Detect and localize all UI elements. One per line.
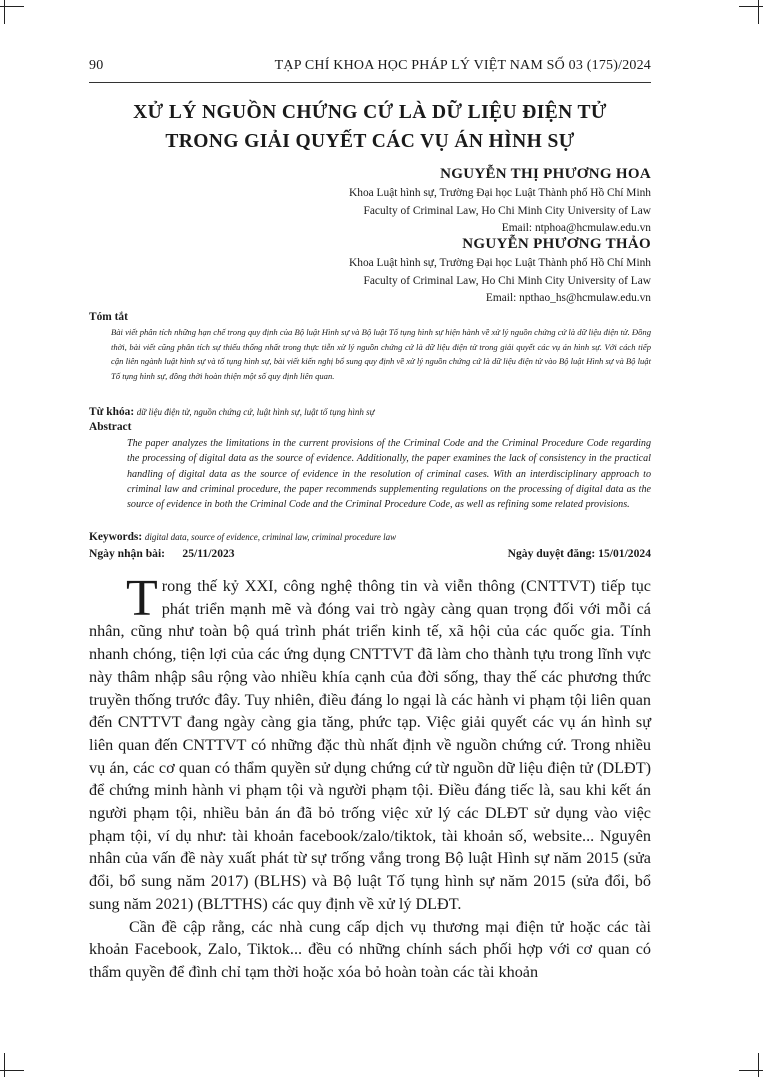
author-2	[89, 234, 651, 308]
body-paragraph-1-text: rong thế kỷ XXI, công nghệ thông tin và viễn thông (CNTTVT) tiếp tục phát triển mạnh mẽ và đóng vai trò ngày càng quan trọng đối với mỗi cá nhân, cũng như toàn bộ quá trình phát triển kinh tế, xã hội của các quốc gia. Tính nhanh chóng, tiện lợi của các ứng dụng CNTTVT đã làm cho thành tựu trong lĩnh vực này thâm nhập sâu rộng vào nhiều khía cạnh của đời sống, thay thế các phương thức truyền thống trước đây. Tuy nhiên, điều đáng lo ngại là các hành vi phạm tội liên quan đến CNTTVT đang ngày càng gia tăng, phức tạp. Việc giải quyết các vụ án hình sự liên quan đến CNTTVT có những đặc thù nhất định về nguồn chứng cứ. Trong nhiều vụ án, các cơ quan có thẩm quyền sử dụng chứng cứ từ nguồn dữ liệu điện tử (DLĐT) để chứng minh hành vi phạm tội và người phạm tội. Điều đáng tiếc là, sau khi kết án người phạm tội, nhiều bản án đã bỏ trống việc xử lý các DLĐT sử dụng vào việc phạm tội, ví dụ như: tài khoản facebook/zalo/tiktok, tài khoản số, website... Nguyên nhân của vấn đề này xuất phát từ sự trống vắng trong Bộ luật Hình sự năm 2015 (sửa đổi, bổ sung năm 2017) (BLHS) và Bộ luật Tố tụng hình sự năm 2015 (sửa đổi, bổ sung năm 2021) (BLTTHS) các quy định về xử lý DLĐT.	[89, 577, 651, 913]
keywords-en-text: digital data, source of evidence, criminal law, criminal procedure law	[144, 532, 397, 542]
running-header	[89, 58, 651, 78]
author-affiliation-en: Faculty of Criminal Law, Ho Chi Minh City University of Law	[363, 274, 651, 287]
article-body	[89, 570, 651, 984]
abstract-en-text: The paper analyzes the limitations in the current provisions of the Criminal Code and the Criminal Procedure Code regarding the processing of digital data as the source of evidence. Additionally, the paper examines the lack of consistency in the practical handling of digital data as the source of evidence in the resolution of criminal cases. With an interdisciplinary approach to criminal law and criminal procedure, the paper recommends supplementing regulations on the processing of digital data as the source of evidence in both the Criminal Code and the Criminal Procedure Code, as well as refining some related provisions.	[127, 438, 651, 511]
keywords-en	[89, 530, 651, 545]
abstract-vi-label: Tóm tắt	[89, 311, 128, 323]
author-affiliation-en: Faculty of Criminal Law, Ho Chi Minh City University of Law	[363, 204, 651, 217]
drop-cap: T	[126, 570, 158, 627]
page-number: 90	[89, 58, 104, 73]
author-email: Email: npthao_hs@hcmulaw.edu.vn	[485, 292, 651, 304]
body-paragraph-1	[89, 570, 651, 916]
crop-mark-bottom-left-h	[0, 1070, 24, 1071]
crop-mark-top-right-h	[739, 6, 763, 7]
title-line-1: XỬ LÝ NGUỒN CHỨNG CỨ LÀ DỮ LIỆU ĐIỆN TỬ	[133, 102, 607, 123]
received-date	[89, 547, 235, 560]
author-1	[89, 164, 651, 238]
keywords-vi	[89, 405, 651, 420]
body-paragraph-2: Cần đề cập rằng, các nhà cung cấp dịch vụ thương mại điện tử hoặc các tài khoản Facebook, Zalo, Tiktok... đều có những chính sách phối hợp với cơ quan có thẩm quyền để đình chỉ tạm thời hoặc xóa bỏ hoàn toàn các tài khoản	[89, 917, 651, 981]
abstract-vi-text: Bài viết phân tích những hạn chế trong quy định của Bộ luật Hình sự và Bộ luật Tố tụng hình sự hiện hành về xử lý nguồn chứng cứ là dữ liệu điện tử. Đồng thời, bài viết cũng phân tích sự thiếu thống nhất trong thực tiễn xử lý nguồn chứng cứ là dữ liệu điện tử trong giải quyết các vụ án hình sự. Với cách tiếp cận liên ngành luật hình sự và tố tụng hình sự, bài viết kiến nghị bổ sung quy định về xử lý nguồn chứng cứ là dữ liệu điện tử vào Bộ luật Hình sự và Bộ luật Tố tụng hình sự, đồng thời hoàn thiện một số quy định liên quan.	[111, 327, 651, 381]
author-name: NGUYỄN PHƯƠNG THẢO	[462, 236, 651, 252]
header-rule	[89, 82, 651, 83]
article-title	[89, 98, 651, 156]
author-affiliation-vi: Khoa Luật hình sự, Trường Đại học Luật Thành phố Hồ Chí Minh	[349, 257, 651, 269]
article-dates	[89, 547, 651, 563]
crop-mark-bottom-right-h	[739, 1070, 763, 1071]
journal-title: TẠP CHÍ KHOA HỌC PHÁP LÝ VIỆT NAM SỐ 03 (175)/2024	[274, 58, 651, 73]
author-affiliation-vi: Khoa Luật hình sự, Trường Đại học Luật Thành phố Hồ Chí Minh	[349, 187, 651, 199]
crop-mark-top-right	[758, 0, 759, 24]
accepted-label: Ngày duyệt đăng:	[507, 547, 596, 560]
abstract-en-label: Abstract	[89, 421, 132, 433]
author-name: NGUYỄN THỊ PHƯƠNG HOA	[440, 166, 651, 182]
crop-mark-bottom-left	[4, 1053, 5, 1077]
crop-mark-bottom-right	[758, 1053, 759, 1077]
accepted-date	[508, 547, 651, 560]
keywords-vi-text: dữ liệu điện tử, nguồn chứng cứ, luật hình sự, luật tố tụng hình sự	[136, 407, 375, 417]
keywords-en-label: Keywords:	[89, 531, 143, 543]
accepted-value: 15/01/2024	[598, 547, 651, 560]
received-label: Ngày nhận bài:	[89, 547, 166, 560]
keywords-vi-label: Từ khóa:	[89, 406, 135, 418]
title-line-2: TRONG GIẢI QUYẾT CÁC VỤ ÁN HÌNH SỰ	[165, 131, 575, 152]
crop-mark-top-left-h	[0, 6, 24, 7]
received-value: 25/11/2023	[182, 547, 235, 560]
author-email: Email: ntphoa@hcmulaw.edu.vn	[501, 222, 651, 234]
crop-mark-top-left	[4, 0, 5, 24]
